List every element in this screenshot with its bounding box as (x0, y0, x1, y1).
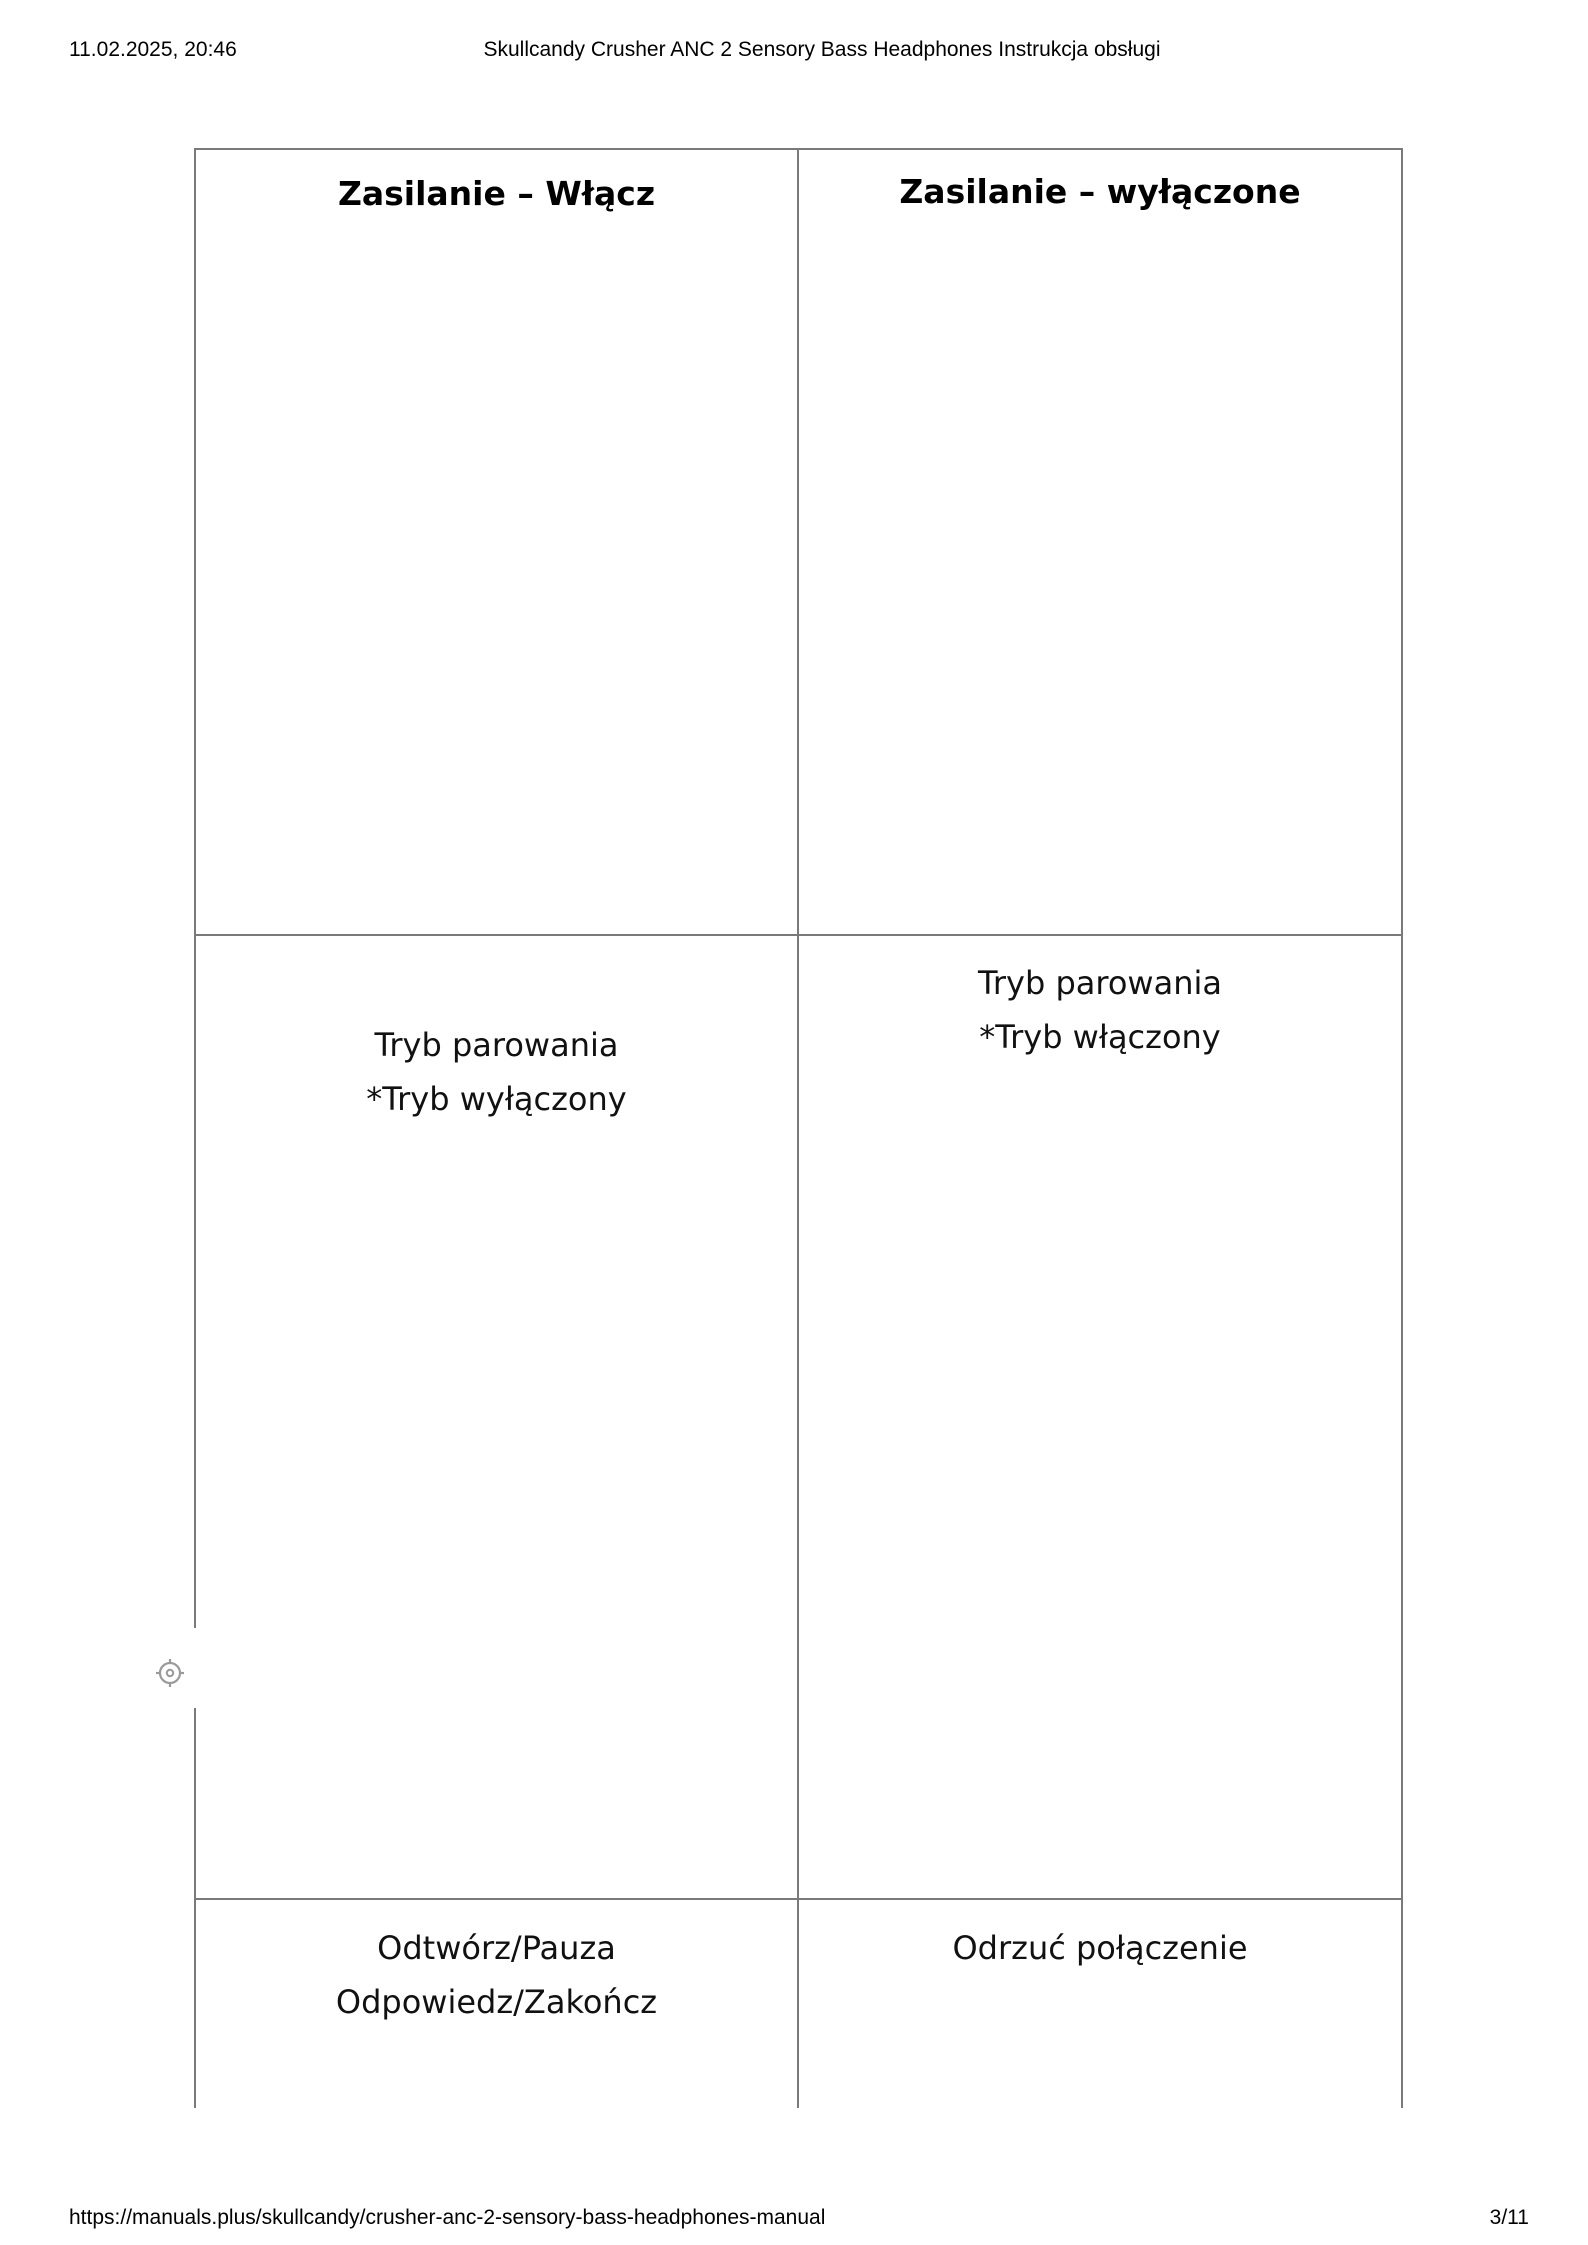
cell-line: Odrzuć połączenie (952, 1929, 1248, 1967)
cell-pairing-mode-off (196, 1018, 797, 1126)
cell-line: Tryb parowania (374, 1026, 619, 1064)
print-header-title: Skullcandy Crusher ANC 2 Sensory Bass Headphones Instrukcja obsługi (483, 38, 1161, 61)
cell-line: *Tryb włączony (979, 1018, 1221, 1056)
cell-line: Odpowiedz/Zakończ (335, 1983, 658, 2021)
cell-line: Tryb parowania (978, 964, 1222, 1002)
table-border-left-upper (194, 148, 196, 1628)
side-tool-button[interactable] (152, 1655, 188, 1691)
table-border-right (1401, 148, 1403, 2108)
cell-play-pause-answer-end (196, 1921, 797, 2029)
table-border-left-lower (194, 1708, 196, 2108)
cell-power-off-heading: Zasilanie – wyłączone (899, 172, 1301, 211)
crosshair-target-icon (155, 1658, 185, 1688)
table-row-divider-1 (194, 934, 1403, 936)
cell-pairing-mode-on (799, 956, 1401, 1064)
print-header-date: 11.02.2025, 20:46 (69, 38, 237, 61)
cell-line: *Tryb wyłączony (366, 1080, 627, 1118)
cell-reject-call (799, 1921, 1401, 1975)
table-border-top (194, 148, 1403, 150)
print-footer-page-number: 3/11 (1489, 2206, 1529, 2229)
cell-line: Odtwórz/Pauza (377, 1929, 616, 1967)
table-row-divider-2 (194, 1898, 1403, 1900)
table-border-middle (797, 148, 799, 2108)
print-footer-url: https://manuals.plus/skullcandy/crusher-anc-2-sensory-bass-headphones-manual (69, 2206, 826, 2229)
cell-power-on-heading: Zasilanie – Włącz (337, 174, 656, 213)
